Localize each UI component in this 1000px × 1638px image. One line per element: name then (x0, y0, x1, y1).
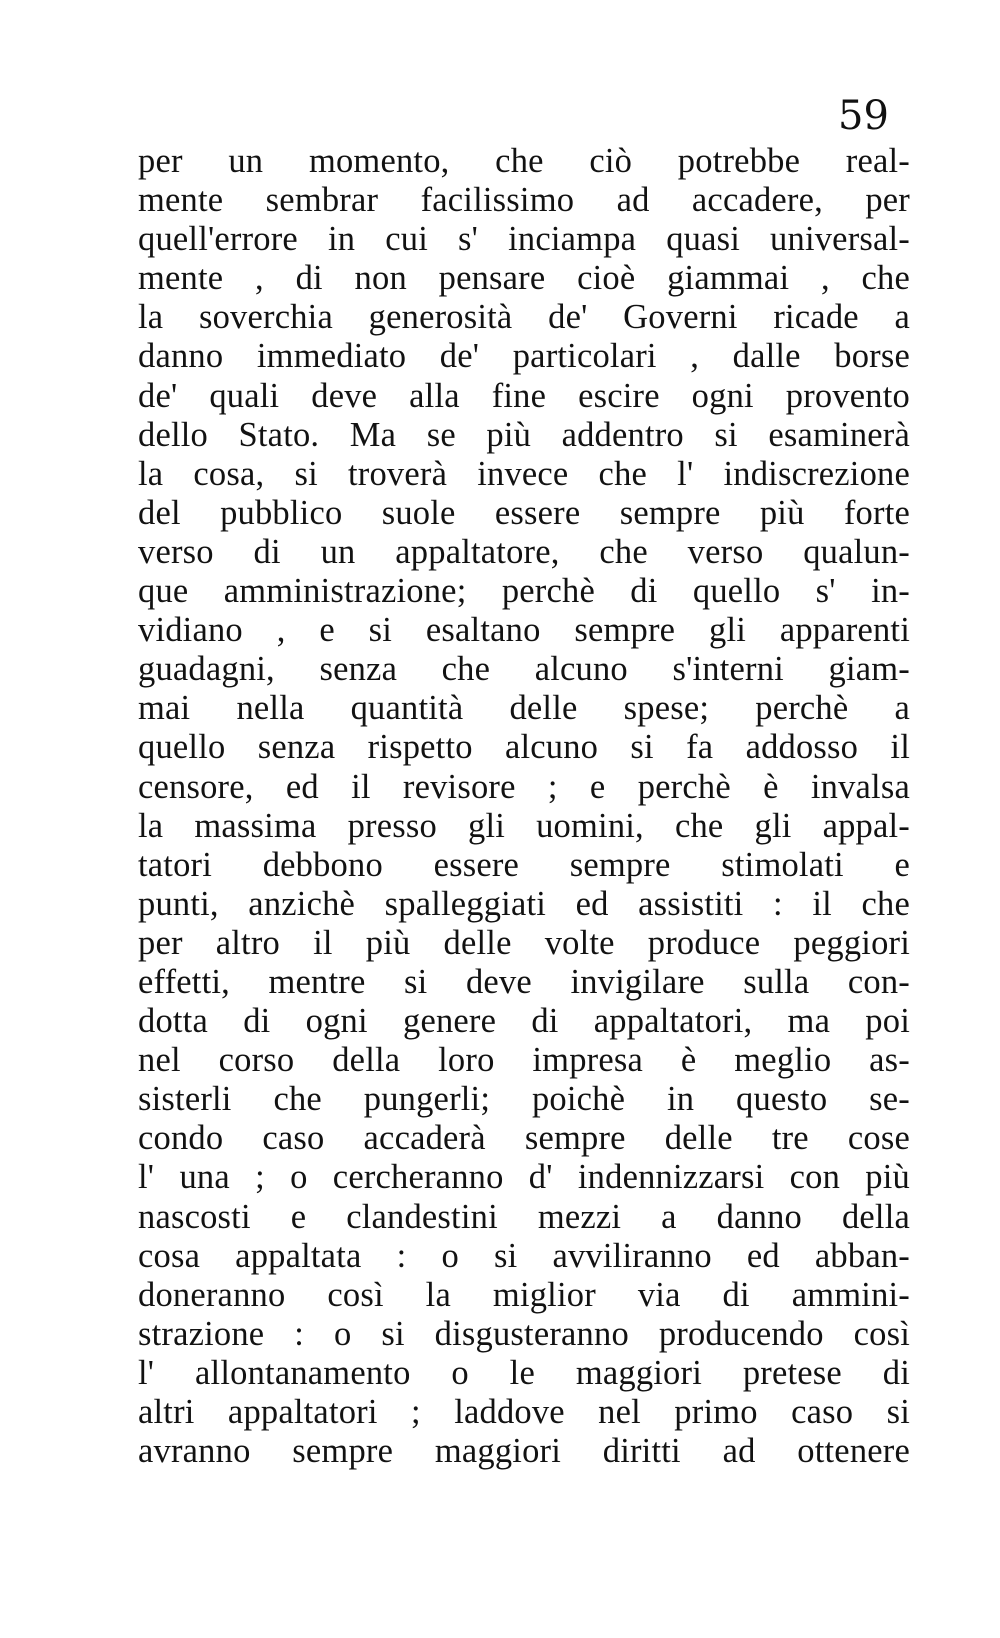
text-line: dotta di ogni genere di appaltatori, ma poi (138, 1002, 910, 1041)
text-line: guadagni, senza che alcuno s'interni giam- (138, 650, 910, 689)
text-line: verso di un appaltatore, che verso qualun- (138, 532, 910, 571)
text-line: de' quali deve alla fine escire ogni provento (138, 376, 910, 415)
text-line: mente sembrar facilissimo ad accadere, per (138, 181, 910, 220)
text-line: l' una ; o cercheranno d' indennizzarsi con più (138, 1158, 910, 1197)
text-line: dello Stato. Ma se più addentro si esaminerà (138, 415, 910, 454)
text-line: quell'errore in cui s' inciampa quasi universal- (138, 220, 910, 259)
body-text (138, 142, 910, 1471)
text-line: per altro il più delle volte produce peggiori (138, 923, 910, 962)
text-line: nel corso della loro impresa è meglio as- (138, 1041, 910, 1080)
text-line: avranno sempre maggiori diritti ad ottenere (138, 1432, 910, 1471)
text-line: danno immediato de' particolari , dalle borse (138, 337, 910, 376)
text-line: strazione : o si disgusteranno producendo così (138, 1314, 910, 1353)
text-line: quello senza rispetto alcuno si fa addosso il (138, 728, 910, 767)
text-line: la massima presso gli uomini, che gli appal- (138, 806, 910, 845)
text-line: nascosti e clandestini mezzi a danno della (138, 1197, 910, 1236)
text-line: altri appaltatori ; laddove nel primo caso si (138, 1393, 910, 1431)
text-line: censore, ed il revisore ; e perchè è invalsa (138, 767, 910, 806)
text-line: cosa appaltata : o si avviliranno ed abban- (138, 1236, 910, 1275)
text-line: mente , di non pensare cioè giammai , che (138, 259, 910, 298)
text-line: per un momento, che ciò potrebbe real- (138, 142, 910, 180)
text-line: la soverchia generosità de' Governi ricade a (138, 298, 910, 337)
text-line: l' allontanamento o le maggiori pretese di (138, 1353, 910, 1392)
text-line: doneranno così la miglior via di ammini- (138, 1275, 910, 1314)
text-line: la cosa, si troverà invece che l' indiscrezione (138, 454, 910, 493)
page-number: 59 (838, 93, 889, 139)
text-line: effetti, mentre si deve invigilare sulla con- (138, 962, 910, 1001)
text-line: del pubblico suole essere sempre più forte (138, 493, 910, 532)
text-line: sisterli che pungerli; poichè in questo se- (138, 1080, 910, 1119)
text-line: tatori debbono essere sempre stimolati e (138, 845, 910, 884)
text-line: vidiano , e si esaltano sempre gli apparenti (138, 611, 910, 650)
text-line: condo caso accaderà sempre delle tre cose (138, 1119, 910, 1158)
text-line: punti, anzichè spalleggiati ed assistiti : il che (138, 884, 910, 923)
text-line: mai nella quantità delle spese; perchè a (138, 689, 910, 728)
text-line: que amministrazione; perchè di quello s' in- (138, 572, 910, 611)
